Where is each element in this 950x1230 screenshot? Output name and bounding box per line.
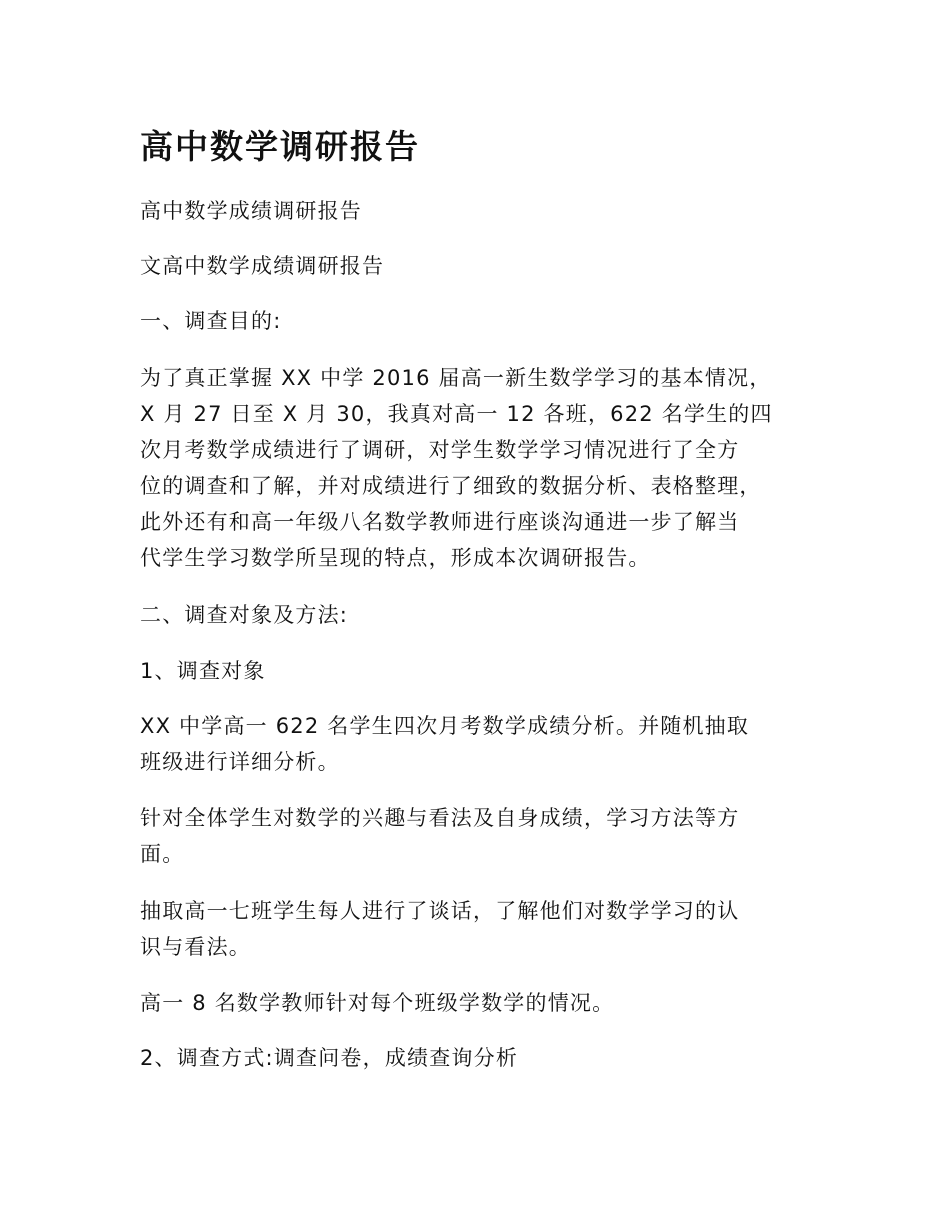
item1-paragraph-2 bbox=[140, 800, 830, 872]
section2-heading: 二、调查对象及方法: bbox=[140, 603, 349, 627]
item1-heading: 1、调查对象 bbox=[140, 659, 266, 683]
paragraph-line: X 月 27 日至 X 月 30，我真对高一 12 各班，622 名学生的四 bbox=[140, 402, 773, 426]
item1-paragraph-3 bbox=[140, 893, 830, 965]
paragraph-line: 抽取高一七班学生每人进行了谈话，了解他们对数学学习的认 bbox=[140, 899, 740, 923]
item1-paragraph-4: 高一 8 名数学教师针对每个班级学数学的情况。 bbox=[140, 991, 615, 1015]
paragraph-line: XX 中学高一 622 名学生四次月考数学成绩分析。并随机抽取 bbox=[140, 714, 750, 738]
subtitle: 高中数学成绩调研报告 bbox=[140, 199, 362, 223]
document-title: 高中数学调研报告 bbox=[140, 127, 420, 166]
item2-heading: 2、调查方式:调查问卷，成绩查询分析 bbox=[140, 1046, 519, 1070]
paragraph-line: 次月考数学成绩进行了调研，对学生数学学习情况进行了全方 bbox=[140, 438, 740, 462]
paragraph-line: 班级进行详细分析。 bbox=[140, 750, 340, 774]
paragraph-line: 位的调查和了解，并对成绩进行了细致的数据分析、表格整理， bbox=[140, 474, 762, 498]
section1-paragraph bbox=[140, 360, 830, 576]
item1-paragraph-1 bbox=[140, 708, 830, 780]
paragraph-line: 此外还有和高一年级八名数学教师进行座谈沟通进一步了解当 bbox=[140, 510, 740, 534]
section1-heading: 一、调查目的: bbox=[140, 309, 282, 333]
paragraph-line: 识与看法。 bbox=[140, 935, 251, 959]
paragraph-line: 面。 bbox=[140, 842, 185, 866]
paragraph-line: 为了真正掌握 XX 中学 2016 届高一新生数学学习的基本情况， bbox=[140, 366, 772, 390]
paragraph-line: 代学生学习数学所呈现的特点，形成本次调研报告。 bbox=[140, 546, 651, 570]
paragraph-line: 针对全体学生对数学的兴趣与看法及自身成绩，学习方法等方 bbox=[140, 806, 740, 830]
subtitle-secondary: 文高中数学成绩调研报告 bbox=[140, 254, 385, 278]
